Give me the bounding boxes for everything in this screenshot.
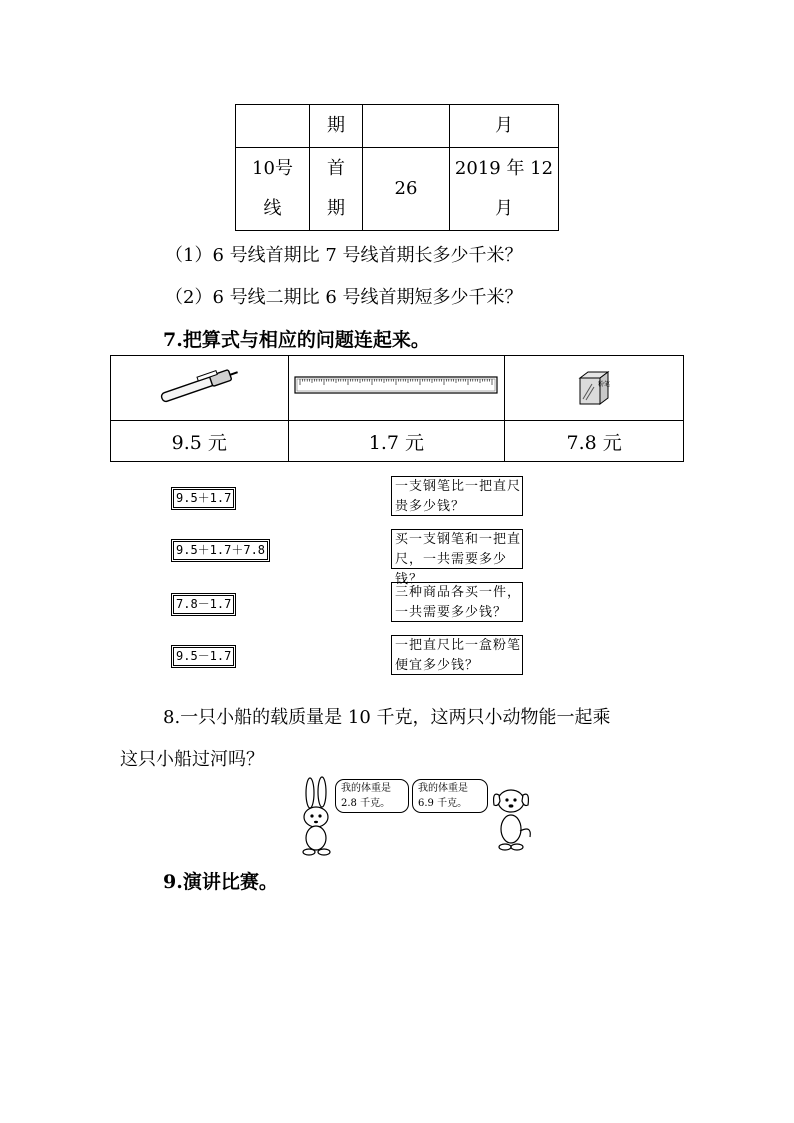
question-9-heading: 9.演讲比赛。	[163, 871, 278, 893]
price-chalk: 7.8 元	[505, 421, 684, 462]
problem-box[interactable]: 一支钢笔比一把直尺贵多少钱？	[391, 476, 523, 516]
subway-lines-table	[235, 104, 559, 231]
problem-box[interactable]: 买一支钢笔和一把直尺，一共需要多少钱？	[391, 529, 523, 569]
dog-speech-line2: 6.9 千克。	[418, 798, 468, 809]
animals-illustration	[297, 775, 535, 857]
expression-box[interactable]: 9.5－1.7	[171, 645, 236, 668]
expression-box[interactable]: 7.8－1.7	[171, 593, 236, 616]
rabbit-speech-bubble	[335, 779, 409, 813]
product-price-table	[110, 355, 684, 462]
rabbit-speech-line1: 我的体重是	[341, 783, 391, 794]
table-cell-phase: 首 期	[310, 148, 363, 231]
table-cell-length: 26	[363, 148, 450, 231]
pen-cell	[111, 356, 289, 421]
expression-box[interactable]: 9.5＋1.7	[171, 487, 236, 510]
dog-speech-bubble	[412, 779, 488, 813]
expression-box[interactable]: 9.5＋1.7＋7.8	[171, 539, 270, 562]
dog-speech-line1: 我的体重是	[418, 783, 468, 794]
chalk-label: 粉笔	[598, 381, 611, 388]
price-pen: 9.5 元	[111, 421, 289, 462]
chalk-box-icon	[574, 366, 614, 406]
rabbit-icon	[297, 775, 337, 857]
table-cell	[236, 105, 310, 148]
chalk-cell	[505, 356, 684, 421]
pen-icon	[154, 362, 244, 410]
table-cell-line: 10号 线	[236, 148, 310, 231]
dog-icon	[490, 781, 535, 857]
problem-box[interactable]: 三种商品各买一件，一共需要多少钱？	[391, 582, 523, 622]
table-cell-date: 2019 年 12 月	[450, 148, 559, 231]
question-6-1: （1）6 号线首期比 7 号线首期长多少千米？	[165, 245, 523, 266]
table-cell: 期	[310, 105, 363, 148]
price-ruler: 1.7 元	[288, 421, 505, 462]
ruler-icon	[294, 374, 498, 398]
question-8-line2: 这只小船过河吗？	[120, 749, 264, 770]
question-7-heading: 7.把算式与相应的问题连起来。	[163, 329, 430, 351]
question-8-line1: 8.一只小船的载质量是 10 千克，这两只小动物能一起乘	[163, 707, 611, 728]
question-6-2: （2）6 号线二期比 6 号线首期短多少千米？	[165, 287, 523, 308]
rabbit-speech-line2: 2.8 千克。	[341, 798, 391, 809]
ruler-cell	[288, 356, 505, 421]
table-cell: 月	[450, 105, 559, 148]
problem-box[interactable]: 一把直尺比一盒粉笔便宜多少钱？	[391, 635, 523, 675]
table-cell	[363, 105, 450, 148]
